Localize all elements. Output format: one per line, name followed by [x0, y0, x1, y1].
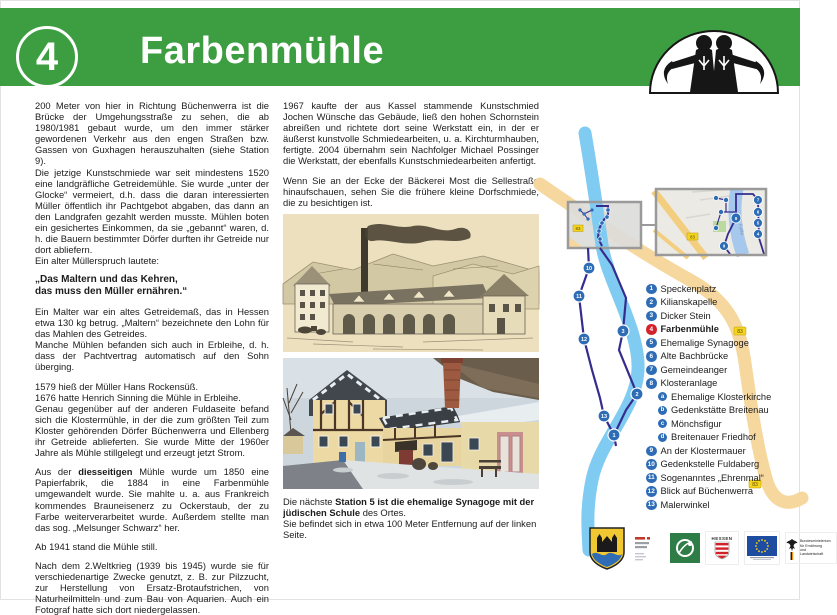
- station-legend: [646, 282, 798, 512]
- emphasis-diesseitigen: diesseitigen: [78, 466, 133, 478]
- header-bar: [0, 8, 800, 86]
- svg-text:4: 4: [756, 231, 760, 237]
- left-text-column: [35, 100, 269, 615]
- legend-marker-current: 4: [646, 324, 657, 335]
- svg-text:2: 2: [635, 392, 639, 398]
- legend-subitem-moenchsfigur: c Mönchsfigur: [646, 417, 798, 431]
- station-number: 4: [35, 34, 59, 79]
- legend-subitem-breitenauer-friedhof: d Breitenauer Friedhof: [646, 431, 798, 445]
- paragraph: Die jetzige Kunstschmiede war seit mindestens 1520 eine landgräfliche Getreidemühle. Sie wurde „unter der Glocke“ vermeiert, d.h. dass die daran interessierten Müller öffentlich ihr Pachtgebot abgaben, das dann an den Landgrafen gezahlt werden musste. Mühlen boten ein gesichertes Einkommen, da sie „gebannt“ waren, d. h. die Bauern bestimmter Dörfer durften ihr Getreide nur dort abliefern.: [35, 166, 269, 256]
- leader-region-logo: [670, 533, 700, 563]
- legend-subitem-gedenkstaette-breitenau: b Gedenkstätte Breitenau: [646, 404, 798, 418]
- legend-item-speckenplatz: 1 Speckenplatz: [646, 282, 798, 296]
- legend-marker-sub: b: [658, 406, 667, 415]
- fulda-river: [585, 133, 638, 550]
- station-number-badge: [16, 26, 78, 88]
- paragraph: 200 Meter von hier in Richtung Büchenwerra ist die Brücke der Umgehungsstraße zu sehen, die ab 1980/1981 gebaut wurde, um den immer stärker gewordenen Verkehr aus den engen Straßen bzw. Gassen von Guxhagen herauszuhalten (siehe Station 9).: [35, 100, 269, 167]
- paragraph: Wenn Sie an der Ecke der Bäckerei Most die Sellestraße hinaufschauen, sehen Sie die frühere kleine Dorfschmiede, die zu besichtigen ist.: [283, 174, 539, 208]
- svg-text:83: 83: [575, 226, 581, 231]
- legend-marker: 8: [646, 378, 657, 389]
- hessen-label: HESSEN: [711, 536, 733, 541]
- middle-text-column: [283, 100, 539, 540]
- sponsor-logos: [588, 526, 837, 570]
- svg-text:11: 11: [576, 294, 582, 300]
- paragraph: 1967 kaufte der aus Kassel stammende Kunstschmied Jochen Wünsche das Gebäude, ließ den hohen Schornstein abreißen und richtete dort seine Werkstatt ein, in der er äußerst kunstvolle Schmiedearbeiten, u. a. Kirchturmhauben, fertigte. 2004 übernahm sein Nachfolger Michael Possinger die Werkstatt, der ebenfalls Kunstschmiedearbeiten anfertigt.: [283, 100, 539, 167]
- legend-marker: 7: [646, 365, 657, 376]
- paragraph: 1676 hatte Henrich Sinning die Mühle in Erbleihe.: [35, 391, 241, 403]
- next-station-distance: Sie befindet sich in etwa 100 Meter Entfernung auf der linken Seite.: [283, 518, 537, 541]
- paragraph: Aus der diesseitigen Mühle wurde um 1850 eine Papierfabrik, die 1884 in eine Farbenmühle umgewandelt wurde. Sie mahlte u. a. aus Frankreich kommendes Brauneisenerz zu Ockerstaub, der zu Farbe weiterverarbeitet wurde. Außerdem stellte man das sog. „Melsunger Schwarz“ her.: [35, 466, 269, 533]
- next-station-caption: Die nächste Station 5 ist die ehemalige Synagoge mit der jüdischen Schule des Ortes.: [283, 495, 535, 518]
- hessen-logo: [705, 531, 739, 565]
- federal-eagle-icon: [786, 536, 798, 560]
- legend-marker: 6: [646, 351, 657, 362]
- legend-item-gemeindeanger: 7 Gemeindeanger: [646, 363, 798, 377]
- legend-item-klosteranlage: 8 Klosteranlage: [646, 377, 798, 391]
- svg-text:1: 1: [612, 433, 616, 439]
- svg-text:8: 8: [734, 215, 738, 221]
- legend-marker: 10: [647, 460, 655, 468]
- legend-subitem-klosterkirche: a Ehemalige Klosterkirche: [646, 390, 798, 404]
- svg-text:6: 6: [756, 209, 760, 215]
- legend-marker: 12: [647, 487, 655, 495]
- page-title: Farbenmühle: [140, 30, 385, 72]
- legend-item-alte-bachbruecke: 6 Alte Bachbrücke: [646, 350, 798, 364]
- legend-marker: 1: [646, 284, 657, 295]
- legend-marker: 9: [646, 446, 657, 457]
- svg-text:13: 13: [600, 414, 608, 420]
- svg-text:83: 83: [689, 234, 696, 240]
- winter-photo-image: [283, 358, 539, 489]
- historic-engraving-image: [283, 214, 539, 352]
- legend-item-malerwinkel: 13 Malerwinkel: [647, 499, 710, 510]
- svg-text:10: 10: [585, 266, 593, 272]
- fulda-label: Fulda: [738, 223, 745, 236]
- paragraph: Genau gegenüber auf der anderen Fuldaseite befand sich die Klostermühle, in der die zum größten Teil zum Kloster gehörenden Dörfer Büchenwerra und Ellenberg ihr Getreide ablieferten. Sie wurde Mitte der 1960er Jahre als Mühle stillgelegt und erzeugt jetzt Strom.: [35, 402, 269, 459]
- legend-marker: 11: [647, 474, 655, 482]
- svg-text:83: 83: [737, 329, 743, 336]
- eu-flag-logo: [744, 531, 780, 565]
- legend-item-kilianskapelle: 2 Kilianskapelle: [646, 296, 798, 310]
- next-station-bold: Station 5 ist die ehemalige Synagoge mit der jüdischen Schule: [283, 495, 535, 518]
- ministry-logo: [785, 532, 837, 564]
- paragraph: Ein Malter war ein altes Getreidemaß, das in Hessen etwa 130 kg betrug. „Maltern“ bezeichnete den Lohn für das Mahlen des Getreides.: [35, 306, 269, 340]
- legend-item-klostermauer: 9 An der Klostermauer: [646, 444, 798, 458]
- paragraph: Ab 1941 stand die Mühle still.: [35, 540, 158, 552]
- legend-item-gedenkstelle-fuldaberg: 10 Gedenkstelle Fuldaberg: [647, 459, 760, 470]
- hessen-shield-icon: [714, 541, 730, 560]
- detail-inset-box: [654, 189, 766, 258]
- eu-flag-icon: [747, 536, 777, 556]
- guxhagen-coat-of-arms: [588, 526, 626, 570]
- svg-text:3: 3: [621, 329, 625, 335]
- paragraph: Manche Mühlen befanden sich auch in Erbleihe, d. h. dass der Pachtvertrag automatisch auf den Sohn überging.: [35, 339, 269, 373]
- paragraph: Ein alter Müllerspruch lautete:: [35, 255, 160, 267]
- legend-marker-sub: a: [658, 392, 667, 401]
- svg-text:12: 12: [580, 337, 588, 343]
- miller-proverb-line1: „Das Maltern und das Kehren,: [35, 274, 178, 286]
- paragraph: 1579 hieß der Müller Hans Rockensüß.: [35, 380, 199, 392]
- monks-logo-icon: [646, 20, 782, 94]
- miller-proverb-line2: das muss den Müller ernähren.“: [35, 286, 188, 298]
- svg-text:5: 5: [756, 220, 760, 226]
- legend-marker: 2: [646, 297, 657, 308]
- legend-item-blick-auf-buechenwerra: 12 Blick auf Büchenwerra: [647, 486, 753, 497]
- svg-text:9: 9: [722, 243, 726, 249]
- legend-marker: 5: [646, 338, 657, 349]
- legend-marker: 3: [646, 311, 657, 322]
- svg-text:7: 7: [756, 197, 760, 203]
- legend-marker: 13: [647, 501, 655, 509]
- legend-marker-sub: d: [658, 433, 667, 442]
- svg-text:83: 83: [752, 482, 758, 489]
- legend-item-ehrenmal: 11 Sogenanntes „Ehrenmal“: [647, 472, 764, 483]
- paragraph: Nach dem 2.Weltkrieg (1939 bis 1945) wurde sie für verschiedenartige Zwecke genutzt, z. B. zur Pilzzucht, zur Herstellung von Ersatz-Brotaufstrichen, von Naturheilmitteln und zum Bau von Aquarien. Auch ein Fotograf hatte sich dort niedergelassen.: [35, 559, 269, 615]
- ministry-label: Bundesministerium für Ernährung und Landwirtschaft: [800, 539, 831, 557]
- legend-item-ehemalige-synagoge: 5 Ehemalige Synagoge: [646, 336, 798, 350]
- legend-item-farbenmuehle-current: 4 Farbenmühle: [646, 323, 798, 337]
- legend-item-dicker-stein: 3 Dicker Stein: [646, 309, 798, 323]
- legend-marker-sub: c: [658, 419, 667, 428]
- region-mittleres-fuldatal-logo: [631, 531, 665, 565]
